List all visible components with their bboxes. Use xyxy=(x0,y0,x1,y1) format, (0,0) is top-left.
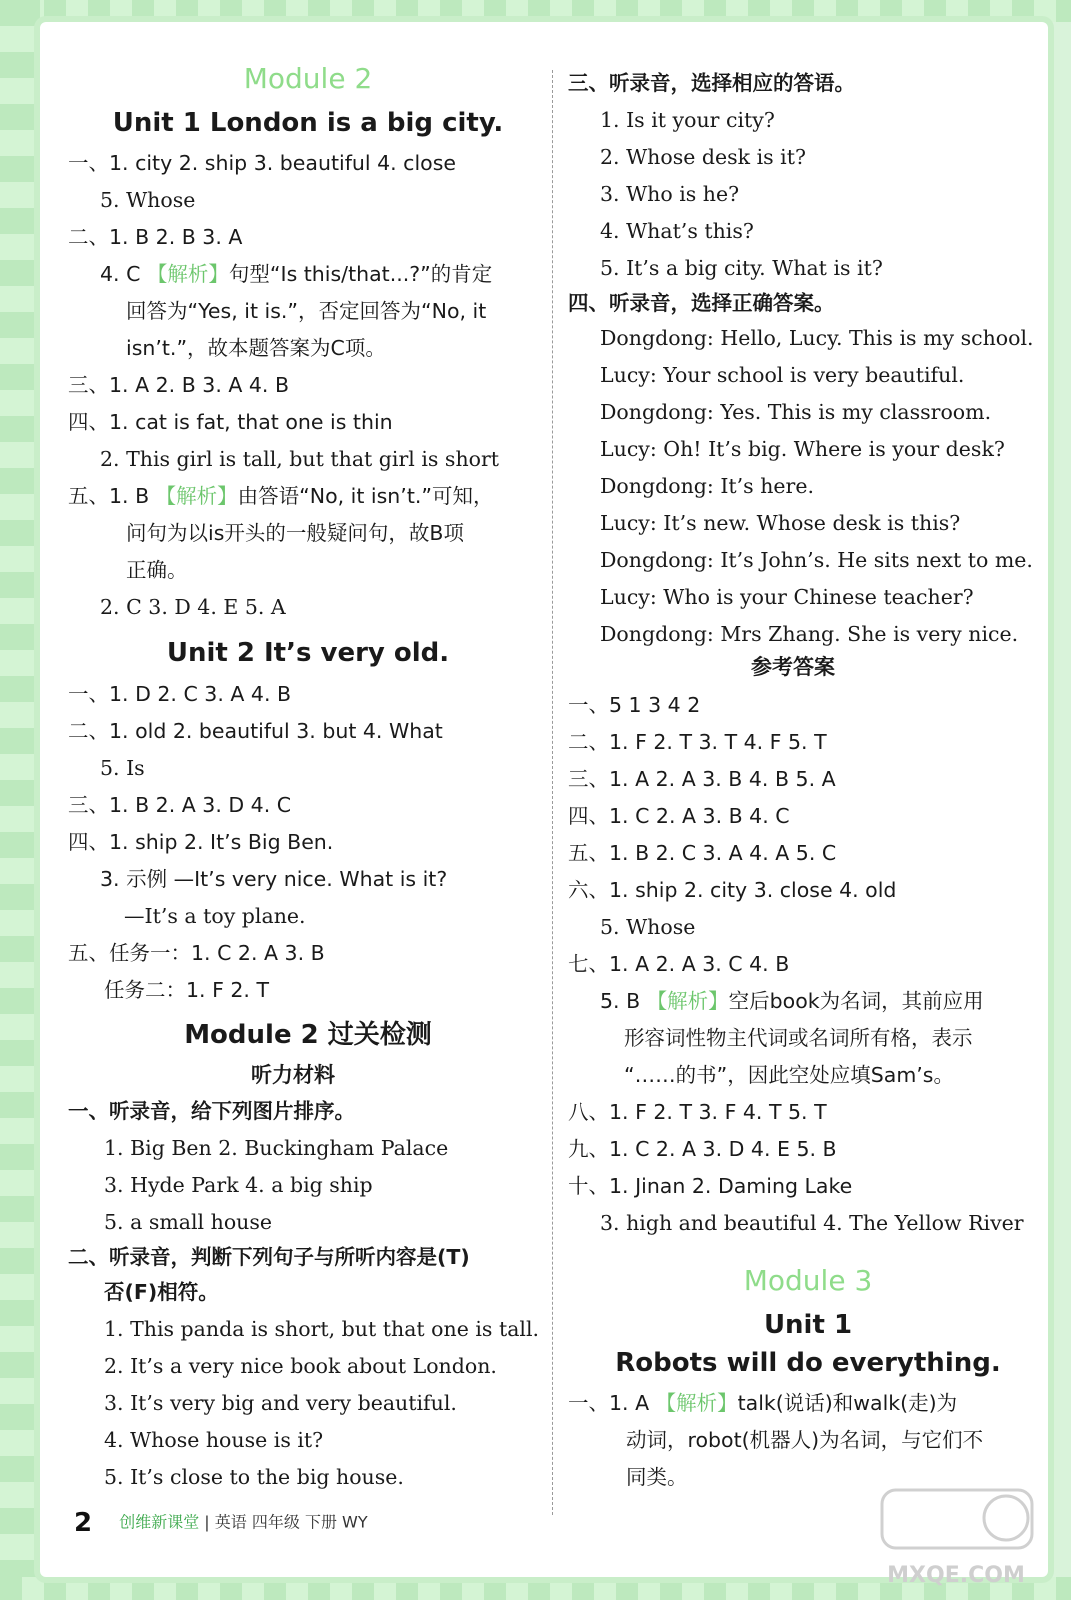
answer-line: 5. Whose xyxy=(100,188,196,212)
listening-line: 5. a small house xyxy=(104,1210,273,1234)
dialogue-line: Dongdong: It’s John’s. He sits next to me. xyxy=(600,548,1033,572)
listening-line: 3. Hyde Park 4. a big ship xyxy=(104,1173,373,1197)
book-info: | 英语 四年级 下册 WY xyxy=(204,1512,368,1532)
section-heading: 二、听录音，判断下列句子与所听内容是(T) xyxy=(68,1245,470,1269)
answer-line: 动词，robot(机器人)为名词，与它们不 xyxy=(626,1428,984,1452)
answer-key-title: 参考答案 xyxy=(751,655,835,679)
answer-line: 形容词性物主代词或名词所有格，表示 xyxy=(624,1026,973,1050)
answer-line: —It’s a toy plane. xyxy=(124,904,306,928)
answer-line: 5. Whose xyxy=(600,915,696,939)
module-3-heading: Module 3 xyxy=(743,1264,873,1297)
answer-line: 2. C 3. D 4. E 5. A xyxy=(100,595,286,619)
answer-line: 正确。 xyxy=(126,558,188,582)
analysis-tag: 【解析】 xyxy=(155,484,238,508)
section-heading: 一、听录音，给下列图片排序。 xyxy=(68,1099,355,1123)
column-divider xyxy=(552,70,553,1515)
answer-line: 一、1. city 2. ship 3. beautiful 4. close xyxy=(68,151,456,175)
answer-line: 任务二：1. F 2. T xyxy=(104,978,269,1002)
answer-line: 十、1. Jinan 2. Daming Lake xyxy=(568,1174,853,1198)
answer-line: 4. C 【解析】句型“Is this/that...?”的肯定 xyxy=(100,262,493,286)
dialogue-line: Dongdong: Mrs Zhang. She is very nice. xyxy=(600,622,1019,646)
answer-line: 二、1. B 2. B 3. A xyxy=(68,225,243,249)
answer-line: 五、1. B 2. C 3. A 4. A 5. C xyxy=(568,841,837,865)
answer-line: isn’t.”，故本题答案为C项。 xyxy=(126,336,386,360)
answer-line: 5. B 【解析】空后book为名词，其前应用 xyxy=(600,989,984,1013)
answer-line: 一、5 1 3 4 2 xyxy=(568,693,701,717)
dialogue-line: Dongdong: It’s here. xyxy=(600,474,814,498)
answer-line: 四、1. C 2. A 3. B 4. C xyxy=(568,804,790,828)
unit-1-subtitle: Robots will do everything. xyxy=(615,1348,1001,1378)
dialogue-line: Lucy: Who is your Chinese teacher? xyxy=(600,585,974,609)
module-2-heading: Module 2 xyxy=(243,62,373,95)
listening-line: 4. Whose house is it? xyxy=(104,1428,324,1452)
unit-1-title: Unit 1 London is a big city. xyxy=(112,108,504,138)
answer-line: “……的书”，因此空处应填Sam’s。 xyxy=(624,1063,954,1087)
answer-line: 九、1. C 2. A 3. D 4. E 5. B xyxy=(568,1137,837,1161)
answer-page xyxy=(40,22,1048,1577)
answer-line: 五、1. B 【解析】由答语“No, it isn’t.”可知， xyxy=(68,484,494,508)
answer-line: 一、1. D 2. C 3. A 4. B xyxy=(68,682,292,706)
answer-line: 三、1. A 2. B 3. A 4. B xyxy=(68,373,290,397)
answer-line: 四、1. cat is fat, that one is thin xyxy=(68,410,393,434)
answer-line: 3. 示例 —It’s very nice. What is it? xyxy=(100,867,448,891)
answer-line: 一、1. A 【解析】talk(说话)和walk(走)为 xyxy=(568,1391,958,1415)
listening-line: 2. It’s a very nice book about London. xyxy=(104,1354,497,1378)
answer-line: 问句为以is开头的一般疑问句，故B项 xyxy=(126,521,464,545)
dialogue-line: Lucy: Your school is very beautiful. xyxy=(600,363,965,387)
answer-line: 同类。 xyxy=(626,1465,688,1489)
analysis-tag: 【解析】 xyxy=(146,262,229,286)
answer-line: 回答为“Yes, it is.”，否定回答为“No, it xyxy=(126,299,487,323)
brand-name: 创维新课堂 xyxy=(119,1512,200,1532)
answer-line: 七、1. A 2. A 3. C 4. B xyxy=(568,952,790,976)
module-check-title: Module 2 过关检测 xyxy=(184,1020,432,1050)
answer-line: 八、1. F 2. T 3. F 4. T 5. T xyxy=(568,1100,827,1124)
analysis-tag: 【解析】 xyxy=(646,989,729,1013)
answer-line: 2. This girl is tall, but that girl is short xyxy=(100,447,500,471)
answer-line: 3. high and beautiful 4. The Yellow River xyxy=(600,1211,1024,1235)
decorative-left-border xyxy=(0,0,40,1600)
listening-line: 5. It’s a big city. What is it? xyxy=(600,256,883,280)
answer-line: 二、1. F 2. T 3. T 4. F 5. T xyxy=(568,730,827,754)
unit-2-title: Unit 2 It’s very old. xyxy=(166,638,450,668)
answer-line: 五、任务一：1. C 2. A 3. B xyxy=(68,941,325,965)
dialogue-line: Lucy: It’s new. Whose desk is this? xyxy=(600,511,961,535)
listening-line: 3. It’s very big and very beautiful. xyxy=(104,1391,457,1415)
answer-line: 三、1. A 2. A 3. B 4. B 5. A xyxy=(568,767,836,791)
dialogue-line: Dongdong: Yes. This is my classroom. xyxy=(600,400,992,424)
section-heading: 四、听录音，选择正确答案。 xyxy=(568,291,835,315)
dialogue-line: Lucy: Oh! It’s big. Where is your desk? xyxy=(600,437,1005,461)
answer-line: 四、1. ship 2. It’s Big Ben. xyxy=(68,830,334,854)
listening-material-title: 听力材料 xyxy=(251,1063,335,1087)
unit-1-label: Unit 1 xyxy=(763,1310,853,1340)
decorative-top-border xyxy=(0,0,1071,22)
page-footer xyxy=(74,1508,368,1538)
listening-line: 2. Whose desk is it? xyxy=(600,145,806,169)
answer-line: 5. Is xyxy=(100,756,145,780)
answer-line: 二、1. old 2. beautiful 3. but 4. What xyxy=(68,719,443,743)
answer-line: 六、1. ship 2. city 3. close 4. old xyxy=(568,878,897,902)
section-heading: 三、听录音，选择相应的答语。 xyxy=(568,71,855,95)
analysis-tag: 【解析】 xyxy=(655,1391,738,1415)
listening-line: 3. Who is he? xyxy=(600,182,740,206)
answer-line: 三、1. B 2. A 3. D 4. C xyxy=(68,793,292,817)
page-number: 2 xyxy=(74,1508,93,1538)
listening-line: 4. What’s this? xyxy=(600,219,754,243)
dialogue-line: Dongdong: Hello, Lucy. This is my school. xyxy=(600,326,1034,350)
listening-line: 1. This panda is short, but that one is tall. xyxy=(104,1317,540,1341)
listening-line: 5. It’s close to the big house. xyxy=(104,1465,404,1489)
watermark-text: MXQE.COM xyxy=(887,1563,1025,1588)
watermark-logo xyxy=(876,1482,1046,1592)
listening-line: 1. Is it your city? xyxy=(600,108,775,132)
listening-line: 1. Big Ben 2. Buckingham Palace xyxy=(104,1136,449,1160)
section-heading: 否(F)相符。 xyxy=(104,1280,219,1304)
